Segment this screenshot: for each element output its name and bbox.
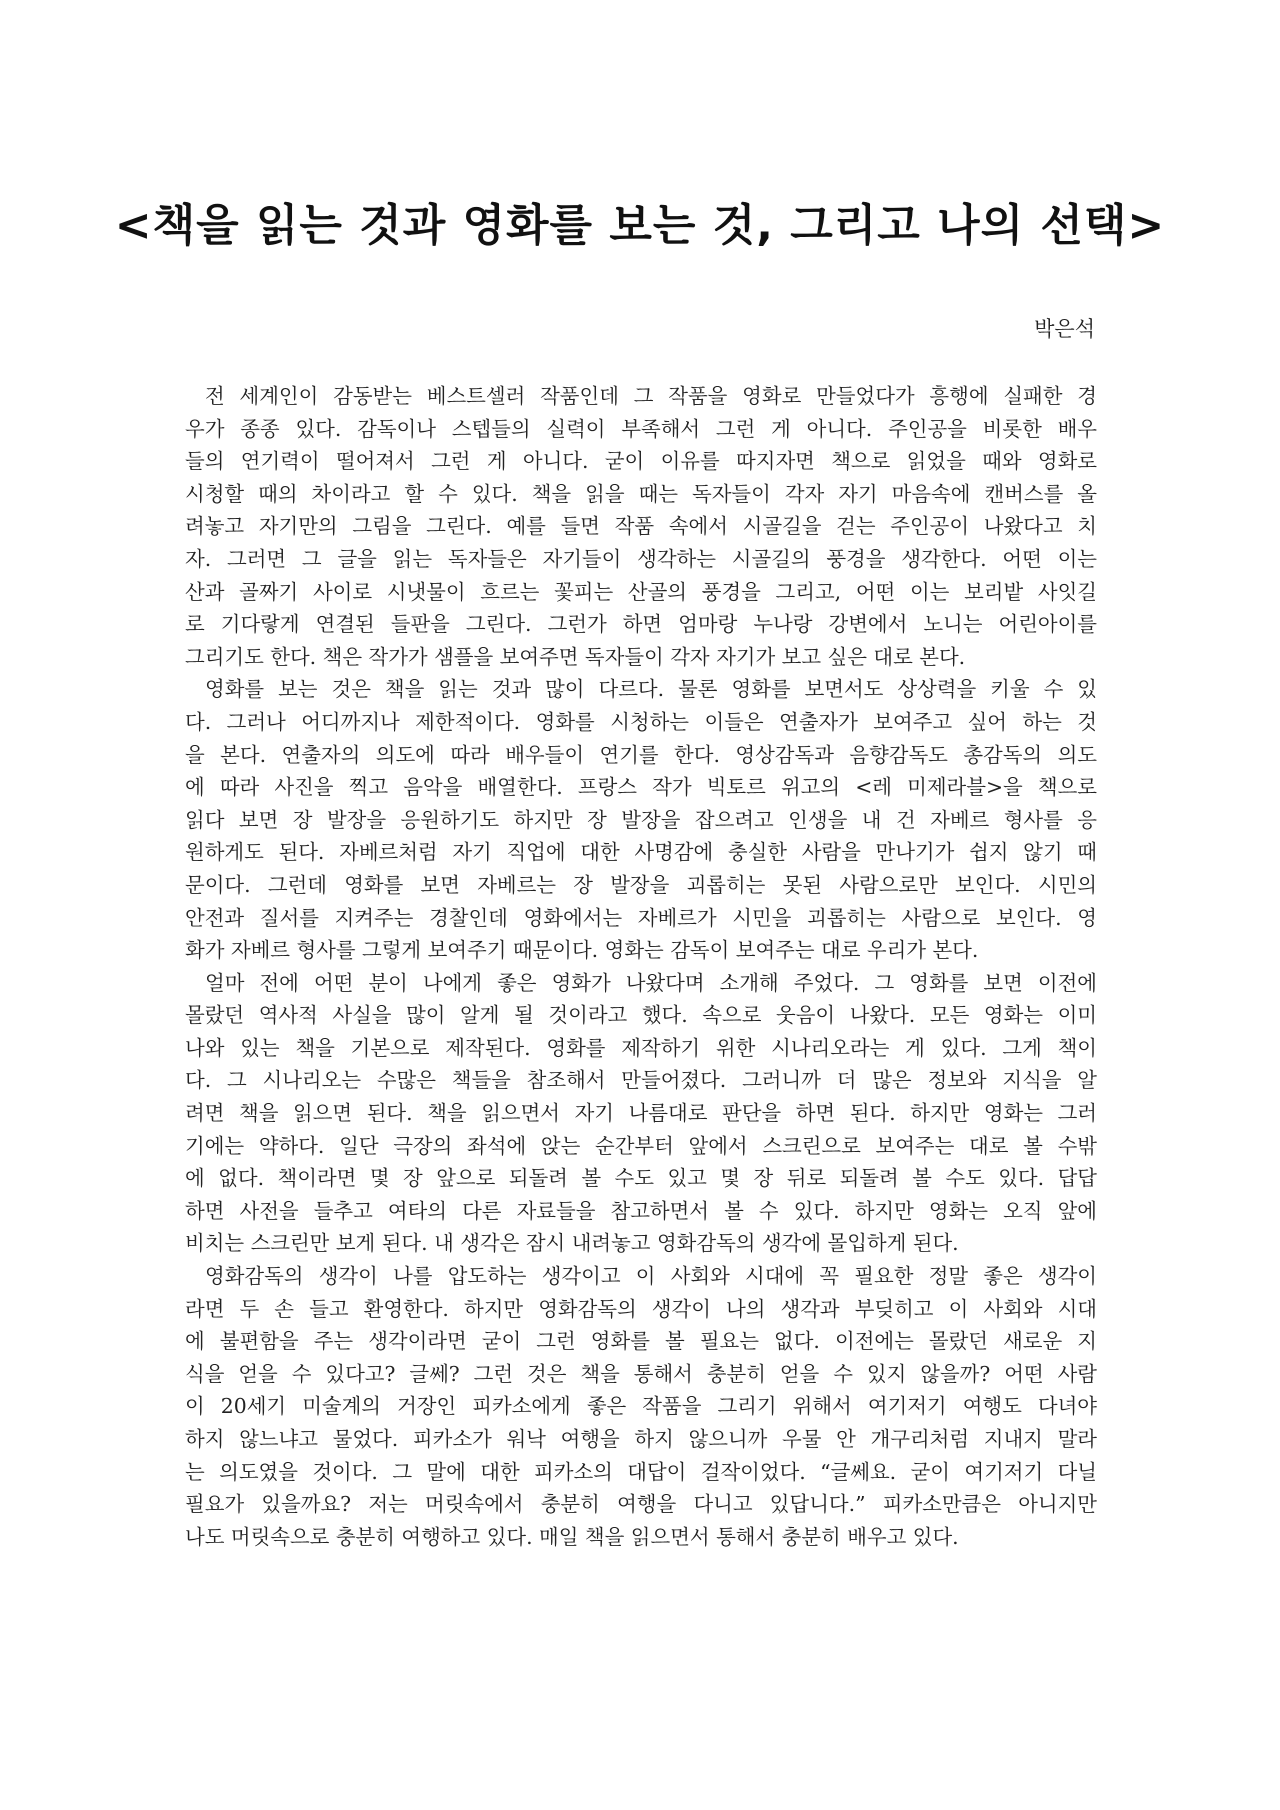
paragraph-line: 자. 그러면 그 글을 읽는 독자들은 자기들이 생각하는 시골길의 풍경을 생각한다. 어떤 이는 xyxy=(185,546,1097,571)
paragraph-line: 원하게도 된다. 자베르처럼 자기 직업에 대한 사명감에 충실한 사람을 만나기가 쉽지 않기 때 xyxy=(185,840,1097,865)
paragraph-line: 읽다 보면 장 발장을 응원하기도 하지만 장 발장을 잡으려고 인생을 내 건 자베르 형사를 응 xyxy=(185,807,1097,832)
paragraph-line: 하지 않느냐고 물었다. 피카소가 워낙 여행을 하지 않으니까 우물 안 개구리처럼 지내지 말라 xyxy=(185,1427,1097,1451)
paragraph-line: 에 없다. 책이라면 몇 장 앞으로 되돌려 볼 수도 있고 몇 장 뒤로 되돌려 볼 수도 있다. 답답 xyxy=(185,1166,1097,1191)
paragraph-line: 나와 있는 책을 기본으로 제작된다. 영화를 제작하기 위한 시나리오라는 게 있다. 그게 책이 xyxy=(185,1035,1097,1060)
paragraph-line: 나도 머릿속으로 충분히 여행하고 있다. 매일 책을 읽으면서 통해서 충분히 배우고 있다. xyxy=(185,1524,959,1549)
paragraph-line: 안전과 질서를 지켜주는 경찰인데 영화에서는 자베르가 시민을 괴롭히는 사람으로 보인다. 영 xyxy=(185,905,1097,930)
paragraph-line: 려놓고 자기만의 그림을 그린다. 예를 들면 작품 속에서 시골길을 걷는 주인공이 나왔다고 치 xyxy=(185,514,1097,539)
paragraph-line: 기에는 약하다. 일단 극장의 좌석에 앉는 순간부터 앞에서 스크린으로 보여주는 대로 볼 수밖 xyxy=(185,1133,1097,1158)
paragraph-line: 그리기도 한다. 책은 작가가 샘플을 보여주면 독자들이 각자 자기가 보고 싶은 대로 본다. xyxy=(185,644,966,669)
paragraph-line: 로 기다랗게 연결된 들판을 그린다. 그런가 하면 엄마랑 누나랑 강변에서 노니는 어린아이를 xyxy=(185,612,1097,637)
paragraph-line: 에 따라 사진을 찍고 음악을 배열한다. 프랑스 작가 빅토르 위고의 <레 미제라블>을 책으로 xyxy=(185,775,1097,800)
document-body xyxy=(185,380,1097,1553)
paragraph-line: 영화를 보는 것은 책을 읽는 것과 많이 다르다. 물론 영화를 보면서도 상상력을 키울 수 있 xyxy=(205,677,1097,702)
paragraph xyxy=(185,1260,1097,1553)
paragraph-line: 을 본다. 연출자의 의도에 따라 배우들이 연기를 한다. 영상감독과 음향감독도 총감독의 의도 xyxy=(185,742,1097,767)
paragraph-line: 얼마 전에 어떤 분이 나에게 좋은 영화가 나왔다며 소개해 주었다. 그 영화를 보면 이전에 xyxy=(205,970,1097,995)
paragraph-line: 이 20세기 미술계의 거장인 피카소에게 좋은 작품을 그리기 위해서 여기저기 여행도 다녀야 xyxy=(185,1394,1097,1419)
paragraph-line: 산과 골짜기 사이로 시냇물이 흐르는 꽃피는 산골의 풍경을 그리고, 어떤 이는 보리밭 사잇길 xyxy=(185,579,1097,604)
paragraph xyxy=(185,380,1097,673)
paragraph-line: 들의 연기력이 떨어져서 그런 게 아니다. 굳이 이유를 따지자면 책으로 읽었을 때와 영화로 xyxy=(185,449,1097,474)
paragraph-line: 영화감독의 생각이 나를 압도하는 생각이고 이 사회와 시대에 꼭 필요한 정말 좋은 생각이 xyxy=(205,1264,1097,1289)
document-author: 박은석 xyxy=(1034,317,1095,341)
paragraph xyxy=(185,673,1097,966)
paragraph-line: 라면 두 손 들고 환영한다. 하지만 영화감독의 생각이 나의 생각과 부딪히고 이 사회와 시대 xyxy=(185,1296,1097,1321)
paragraph-line: 문이다. 그런데 영화를 보면 자베르는 장 발장을 괴롭히는 못된 사람으로만 보인다. 시민의 xyxy=(185,872,1097,897)
paragraph-line: 다. 그 시나리오는 수많은 책들을 참조해서 만들어졌다. 그러니까 더 많은 정보와 지식을 알 xyxy=(185,1068,1097,1093)
paragraph-line: 몰랐던 역사적 사실을 많이 알게 될 것이라고 했다. 속으로 웃음이 나왔다. 모든 영화는 이미 xyxy=(185,1003,1097,1028)
paragraph-line: 필요가 있을까요? 저는 머릿속에서 충분히 여행을 다니고 있답니다.” 피카소만큼은 아니지만 xyxy=(185,1492,1097,1517)
paragraph-line: 화가 자베르 형사를 그렇게 보여주기 때문이다. 영화는 감독이 보여주는 대로 우리가 본다. xyxy=(185,938,979,963)
paragraph xyxy=(185,967,1097,1260)
paragraph-line: 식을 얻을 수 있다고? 글쎄? 그런 것은 책을 통해서 충분히 얻을 수 있지 않을까? 어떤 사람 xyxy=(185,1361,1097,1386)
paragraph-line: 전 세계인이 감동받는 베스트셀러 작품인데 그 작품을 영화로 만들었다가 흥행에 실패한 경 xyxy=(205,384,1097,408)
paragraph-line: 에 불편함을 주는 생각이라면 굳이 그런 영화를 볼 필요는 없다. 이전에는 몰랐던 새로운 지 xyxy=(185,1329,1097,1354)
paragraph-line: 우가 종종 있다. 감독이나 스텝들의 실력이 부족해서 그런 게 아니다. 주인공을 비롯한 배우 xyxy=(185,416,1097,441)
paragraph-line: 려면 책을 읽으면 된다. 책을 읽으면서 자기 나름대로 판단을 하면 된다. 하지만 영화는 그러 xyxy=(185,1101,1097,1126)
document-title: <책을 읽는 것과 영화를 보는 것, 그리고 나의 선택> xyxy=(114,200,1166,251)
paragraph-line: 는 의도였을 것이다. 그 말에 대한 피카소의 대답이 걸작이었다. “글쎄요. 굳이 여기저기 다닐 xyxy=(185,1459,1097,1484)
paragraph-line: 다. 그러나 어디까지나 제한적이다. 영화를 시청하는 이들은 연출자가 보여주고 싶어 하는 것 xyxy=(185,709,1097,734)
paragraph-line: 비치는 스크린만 보게 된다. 내 생각은 잠시 내려놓고 영화감독의 생각에 몰입하게 된다. xyxy=(185,1231,959,1256)
paragraph-line: 하면 사전을 들추고 여타의 다른 자료들을 참고하면서 볼 수 있다. 하지만 영화는 오직 앞에 xyxy=(185,1198,1097,1223)
paragraph-line: 시청할 때의 차이라고 할 수 있다. 책을 읽을 때는 독자들이 각자 자기 마음속에 캔버스를 올 xyxy=(185,481,1097,506)
